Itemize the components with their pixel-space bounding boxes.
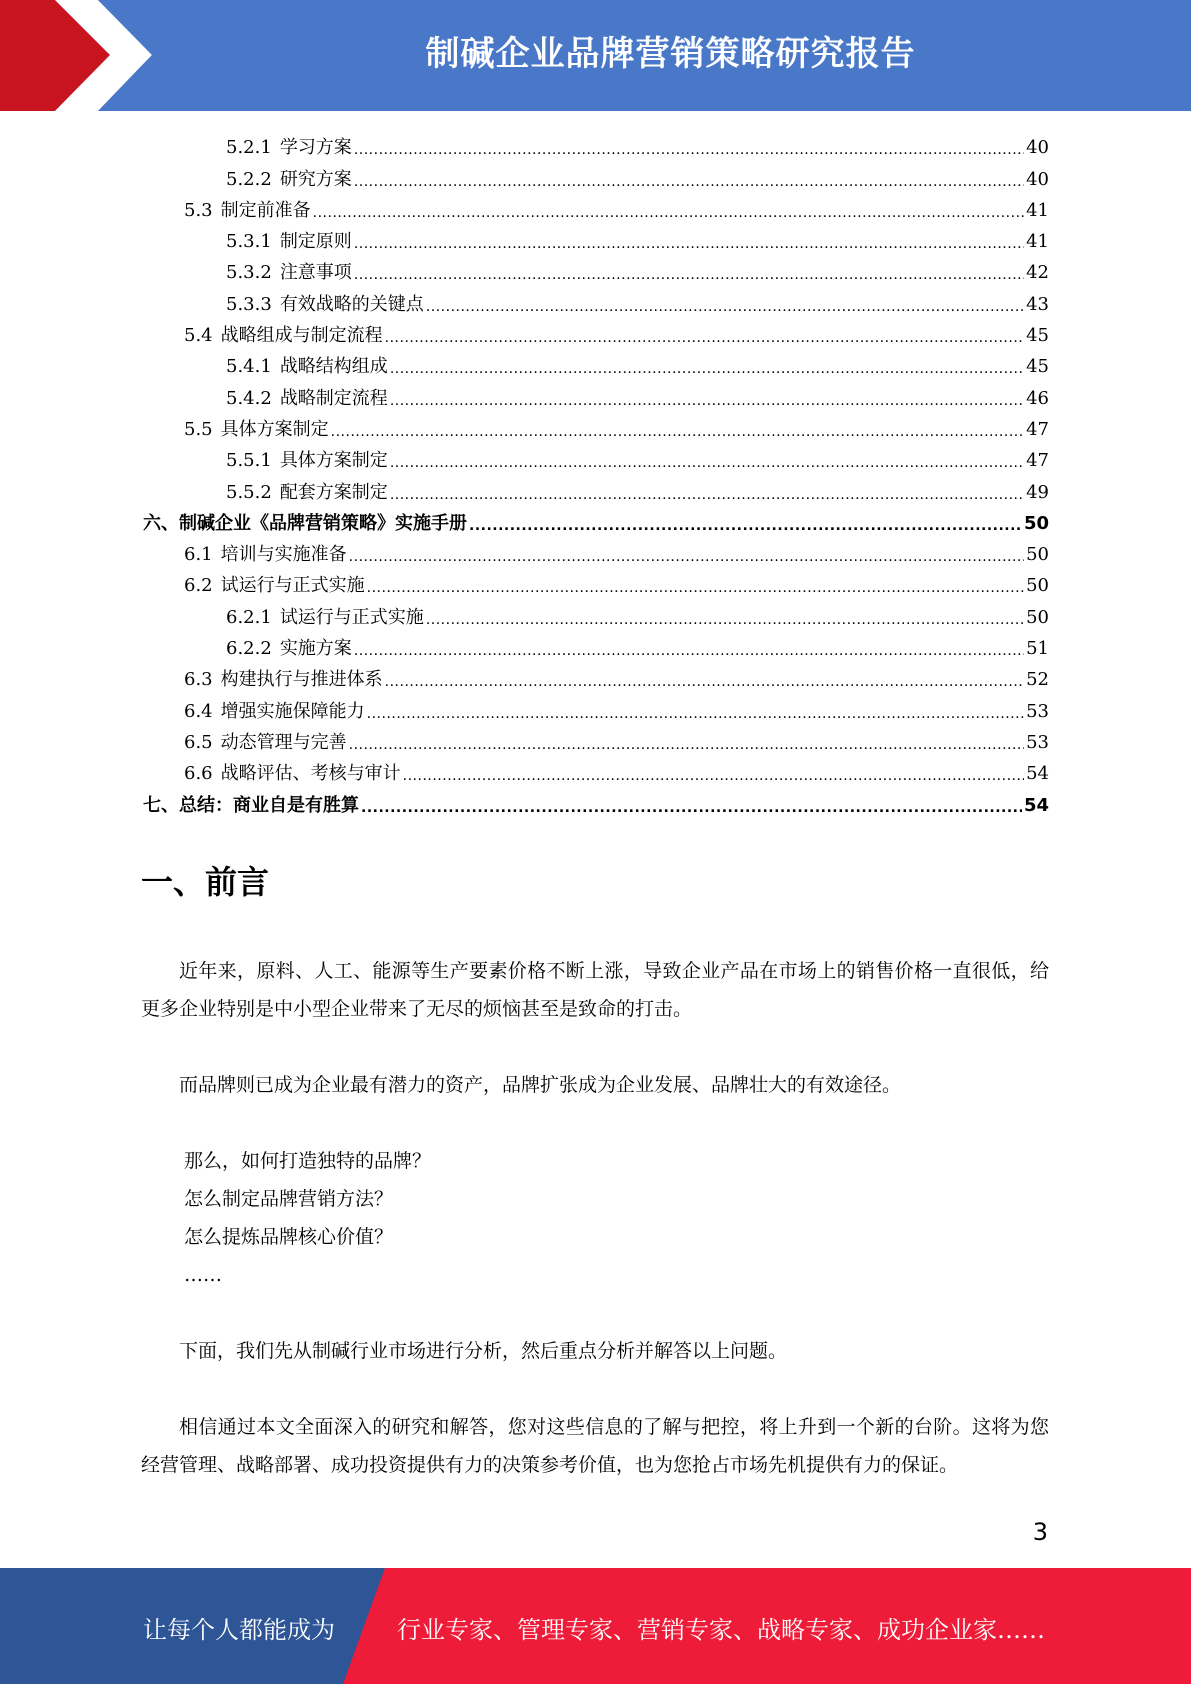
toc-entry-number: 6.2.1 — [226, 606, 272, 628]
toc-entry-page: 40 — [1026, 168, 1049, 190]
toc-dot-leader — [403, 763, 1024, 785]
toc-entry[interactable] — [143, 472, 1049, 503]
toc-dot-leader — [390, 356, 1024, 378]
toc-entry-title: 构建执行与推进体系 — [220, 669, 383, 691]
toc-dot-leader — [354, 231, 1024, 253]
toc-entry-page: 50 — [1026, 606, 1049, 628]
toc-entry-number: 5.4.2 — [226, 387, 272, 409]
toc-entry-page: 47 — [1026, 450, 1049, 472]
toc-entry-number: 5.2.1 — [226, 137, 272, 159]
toc-entry-page: 54 — [1026, 763, 1049, 785]
toc-entry-title: 试运行与正式实施 — [279, 606, 424, 628]
toc-entry[interactable] — [143, 441, 1049, 472]
table-of-contents — [143, 128, 1049, 817]
toc-dot-leader — [354, 169, 1024, 191]
toc-entry[interactable] — [143, 785, 1049, 816]
toc-entry[interactable] — [143, 378, 1049, 409]
toc-entry-number: 5.3.1 — [226, 231, 272, 253]
paragraph: 而品牌则已成为企业最有潜力的资产，品牌扩张成为企业发展、品牌壮大的有效途径。 — [179, 1074, 902, 1096]
toc-dot-leader — [354, 137, 1024, 159]
toc-entry[interactable] — [143, 159, 1049, 190]
toc-entry-title: 有效战略的关键点 — [279, 293, 424, 315]
toc-entry[interactable] — [143, 754, 1049, 785]
toc-dot-leader — [354, 638, 1024, 660]
toc-entry-page: 41 — [1026, 231, 1049, 253]
toc-entry[interactable] — [143, 535, 1049, 566]
toc-dot-leader — [385, 325, 1024, 347]
paragraph: 下面，我们先从制碱行业市场进行分析，然后重点分析并解答以上问题。 — [179, 1340, 788, 1362]
toc-dot-leader — [390, 482, 1024, 504]
toc-entry-page: 53 — [1026, 700, 1049, 722]
toc-entry-title: 注意事项 — [279, 262, 352, 284]
toc-entry[interactable] — [143, 410, 1049, 441]
toc-entry-page: 49 — [1026, 481, 1049, 503]
toc-dot-leader — [313, 200, 1024, 222]
toc-entry[interactable] — [143, 253, 1049, 284]
toc-entry-page: 41 — [1026, 199, 1049, 221]
toc-entry-title: 七、总结：商业自是有胜算 — [143, 794, 359, 816]
toc-entry[interactable] — [143, 284, 1049, 315]
page-number: 3 — [1032, 1518, 1048, 1546]
toc-entry-title: 具体方案制定 — [279, 450, 388, 472]
toc-entry-page: 54 — [1023, 794, 1049, 816]
footer-slogan-right: 行业专家、管理专家、营销专家、战略专家、成功企业家…… — [397, 1616, 1045, 1644]
toc-entry[interactable] — [143, 597, 1049, 628]
toc-dot-leader — [331, 419, 1024, 441]
toc-entry-title: 战略组成与制定流程 — [220, 325, 383, 347]
toc-entry-title: 战略结构组成 — [279, 356, 388, 378]
ellipsis-line: …… — [184, 1264, 222, 1286]
question-line: 怎么制定品牌营销方法？ — [184, 1188, 394, 1210]
toc-entry[interactable] — [143, 504, 1049, 535]
toc-entry-page: 45 — [1026, 325, 1049, 347]
toc-entry-title: 具体方案制定 — [220, 418, 329, 440]
toc-entry-number: 6.5 — [184, 731, 213, 753]
toc-dot-leader — [349, 732, 1024, 754]
toc-entry-number: 5.4.1 — [226, 356, 272, 378]
toc-dot-leader — [367, 701, 1024, 723]
toc-entry-page: 40 — [1026, 137, 1049, 159]
toc-entry-title: 学习方案 — [279, 137, 352, 159]
toc-dot-leader — [354, 262, 1024, 284]
toc-entry[interactable] — [143, 222, 1049, 253]
toc-entry[interactable] — [143, 660, 1049, 691]
toc-entry[interactable] — [143, 191, 1049, 222]
page-header — [0, 0, 1191, 111]
toc-dot-leader — [385, 669, 1024, 691]
toc-entry-title: 制定原则 — [279, 231, 352, 253]
toc-entry-page: 50 — [1026, 575, 1049, 597]
toc-entry-number: 5.5 — [184, 418, 213, 440]
section-body — [141, 952, 1049, 1484]
toc-entry-number: 5.3.2 — [226, 262, 272, 284]
toc-entry-title: 试运行与正式实施 — [220, 575, 365, 597]
toc-entry-title: 动态管理与完善 — [220, 731, 347, 753]
toc-dot-leader — [390, 388, 1024, 410]
toc-entry-number: 5.4 — [184, 325, 213, 347]
toc-entry-number: 5.5.1 — [226, 450, 272, 472]
toc-dot-leader — [469, 513, 1022, 535]
question-line: 那么，如何打造独特的品牌？ — [184, 1150, 432, 1172]
toc-entry-page: 47 — [1026, 418, 1049, 440]
toc-entry-page: 45 — [1026, 356, 1049, 378]
toc-entry-title: 六、制碱企业《品牌营销策略》实施手册 — [143, 512, 467, 534]
toc-entry-number: 6.4 — [184, 700, 213, 722]
toc-dot-leader — [390, 450, 1024, 472]
toc-entry-number: 5.2.2 — [226, 168, 272, 190]
toc-entry-number: 5.3.3 — [226, 293, 272, 315]
toc-entry[interactable] — [143, 629, 1049, 660]
toc-entry-title: 实施方案 — [279, 638, 352, 660]
toc-dot-leader — [426, 294, 1024, 316]
toc-entry[interactable] — [143, 128, 1049, 159]
toc-entry-title: 培训与实施准备 — [220, 544, 347, 566]
toc-entry[interactable] — [143, 691, 1049, 722]
toc-entry-title: 战略评估、考核与审计 — [220, 763, 401, 785]
question-line: 怎么提炼品牌核心价值？ — [184, 1226, 394, 1248]
toc-entry[interactable] — [143, 347, 1049, 378]
toc-entry[interactable] — [143, 566, 1049, 597]
toc-entry-title: 增强实施保障能力 — [220, 700, 365, 722]
toc-dot-leader — [426, 607, 1024, 629]
toc-entry-number: 6.1 — [184, 544, 213, 566]
toc-entry-number: 5.3 — [184, 199, 213, 221]
toc-entry-number: 6.3 — [184, 669, 213, 691]
toc-entry-title: 制定前准备 — [220, 199, 311, 221]
toc-entry-page: 52 — [1026, 669, 1049, 691]
toc-entry-title: 战略制定流程 — [279, 387, 388, 409]
toc-entry-number: 6.6 — [184, 763, 213, 785]
toc-entry-page: 42 — [1026, 262, 1049, 284]
toc-entry-page: 50 — [1026, 544, 1049, 566]
toc-entry-page: 53 — [1026, 731, 1049, 753]
toc-entry-number: 6.2.2 — [226, 638, 272, 660]
toc-entry-page: 51 — [1026, 638, 1049, 660]
toc-entry-title: 配套方案制定 — [279, 481, 388, 503]
page-footer — [0, 1568, 1191, 1684]
toc-dot-leader — [367, 575, 1024, 597]
toc-entry-page: 43 — [1026, 293, 1049, 315]
toc-entry-number: 5.5.2 — [226, 481, 272, 503]
paragraph: 近年来，原料、人工、能源等生产要素价格不断上涨，导致企业产品在市场上的销售价格一直很低，给更多企业特别是中小型企业带来了无尽的烦恼甚至是致命的打击。 — [141, 960, 1049, 1020]
section-heading: 一、前言 — [141, 863, 270, 901]
toc-entry-page: 46 — [1026, 387, 1049, 409]
toc-entry-number: 6.2 — [184, 575, 213, 597]
document-title: 制碱企业品牌营销策略研究报告 — [425, 34, 916, 74]
toc-entry[interactable] — [143, 316, 1049, 347]
toc-entry[interactable] — [143, 723, 1049, 754]
footer-slogan-left: 让每个人都能成为 — [143, 1616, 335, 1644]
toc-dot-leader — [349, 544, 1024, 566]
toc-entry-page: 50 — [1023, 512, 1049, 534]
toc-entry-title: 研究方案 — [279, 168, 352, 190]
toc-dot-leader — [361, 795, 1022, 817]
paragraph: 相信通过本文全面深入的研究和解答，您对这些信息的了解与把控，将上升到一个新的台阶。这将为您经营管理、战略部署、成功投资提供有力的决策参考价值，也为您抢占市场先机提供有力的保证。 — [141, 1416, 1049, 1476]
